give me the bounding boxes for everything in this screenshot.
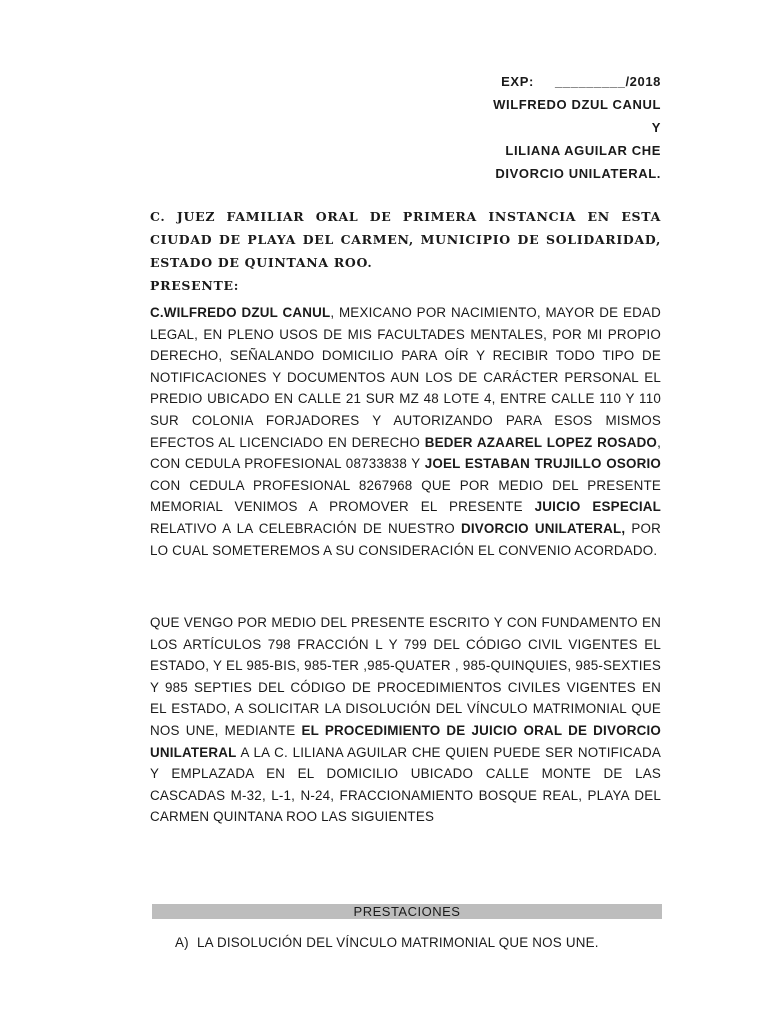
case-number-label: EXP: — [501, 74, 534, 89]
case-year: /2018 — [625, 74, 661, 89]
case-header — [493, 70, 661, 185]
legal-basis-text-2: A LA C. LILIANA AGUILAR CHE QUIEN PUEDE SER NOTIFICADA Y EMPLAZADA EN EL DOMICILIO UBICADO CALLE MONTE DE LAS CASCADAS M-32, L-1, N-24, FRACCIONAMIENTO BOSQUE REAL, PLAYA DEL CARMEN QUINTANA ROO LAS SIGUIENTES — [150, 744, 661, 825]
section-title: PRESTACIONES — [353, 904, 461, 919]
addressee-text: C. JUEZ FAMILIAR ORAL DE PRIMERA INSTANCIA EN ESTA CIUDAD DE PLAYA DEL CARMEN, MUNICIPIO DE SOLIDARIDAD, ESTADO DE QUINTANA ROO. — [150, 209, 661, 270]
petitioner-name: C.WILFREDO DZUL CANUL — [150, 305, 331, 320]
section-heading-prestaciones — [152, 904, 662, 919]
petition-text-2: , CON CEDULA PROFESIONAL 08733838 Y — [150, 434, 661, 472]
petition-text-1: , MEXICANO POR NACIMIENTO, MAYOR DE EDAD LEGAL, EN PLENO USOS DE MIS FACULTADES MENTALES, POR MI PROPIO DERECHO, SEÑALANDO DOMICILIO PARA OÍR Y RECIBIR TODO TIPO DE NOTIFICACIONES Y DOCUMENTOS AUN LOS DE CARÁCTER PERSONAL EL PREDIO UBICADO EN CALLE 21 SUR MZ 48 LOTE 4, ENTRE CALLE 110 Y 110 SUR COLONIA FORJADORES Y AUTORIZANDO PARA ESOS MISMOS EFECTOS AL LICENCIADO EN DERECHO — [150, 305, 661, 450]
petition-text-4: RELATIVO A LA CELEBRACIÓN DE NUESTRO — [150, 520, 461, 536]
petition-text-5: POR LO CUAL SOMETEREMOS A SU CONSIDERACIÓN EL CONVENIO ACORDADO. — [150, 520, 662, 558]
list-item-text: LA DISOLUCIÓN DEL VÍNCULO MATRIMONIAL QUE NOS UNE. — [197, 935, 599, 950]
case-number-line — [493, 70, 661, 93]
addressee-block — [150, 205, 661, 297]
legal-basis-paragraph — [150, 612, 661, 828]
proceeding-type: JUICIO ESPECIAL — [534, 499, 661, 515]
list-item — [175, 932, 655, 954]
divorce-type: DIVORCIO UNILATERAL, — [460, 520, 626, 536]
petition-paragraph — [150, 302, 661, 561]
lawyer-name-1: BEDER AZAAREL LOPEZ ROSADO — [424, 434, 658, 450]
party-conjunction: Y — [651, 120, 661, 135]
case-type: DIVORCIO UNILATERAL. — [495, 166, 661, 181]
case-number-blank: _________ — [554, 74, 626, 89]
legal-basis-text-1: QUE VENGO POR MEDIO DEL PRESENTE ESCRITO Y CON FUNDAMENTO EN LOS ARTÍCULOS 798 FRACCIÓN L Y 799 DEL CÓDIGO CIVIL VIGENTES EL ESTADO, Y EL 985-BIS, 985-TER ,985-QUATER , 985-QUINQUIES, 985-SEXTIES Y 985 SEPTIES DEL CÓDIGO DE PROCEDIMIENTOS CIVILES VIGENTES EN EL ESTADO, A SOLICITAR LA DISOLUCIÓN DEL VÍNCULO MATRIMONIAL QUE NOS UNE, MEDIANTE — [150, 615, 661, 738]
presente-label: PRESENTE: — [150, 278, 240, 293]
petition-text-3: CON CEDULA PROFESIONAL 8267968 QUE POR MEDIO DEL PRESENTE MEMORIAL VENIMOS A PROMOVER EL PRESENTE — [150, 477, 661, 515]
party-one-name: WILFREDO DZUL CANUL — [493, 97, 661, 112]
procedure-name: EL PROCEDIMIENTO DE JUICIO ORAL DE DIVORCIO UNILATERAL — [150, 722, 661, 760]
list-item-marker: A) — [175, 935, 189, 950]
party-two-name: LILIANA AGUILAR CHE — [505, 143, 661, 158]
lawyer-name-2: JOEL ESTABAN TRUJILLO OSORIO — [424, 456, 661, 472]
